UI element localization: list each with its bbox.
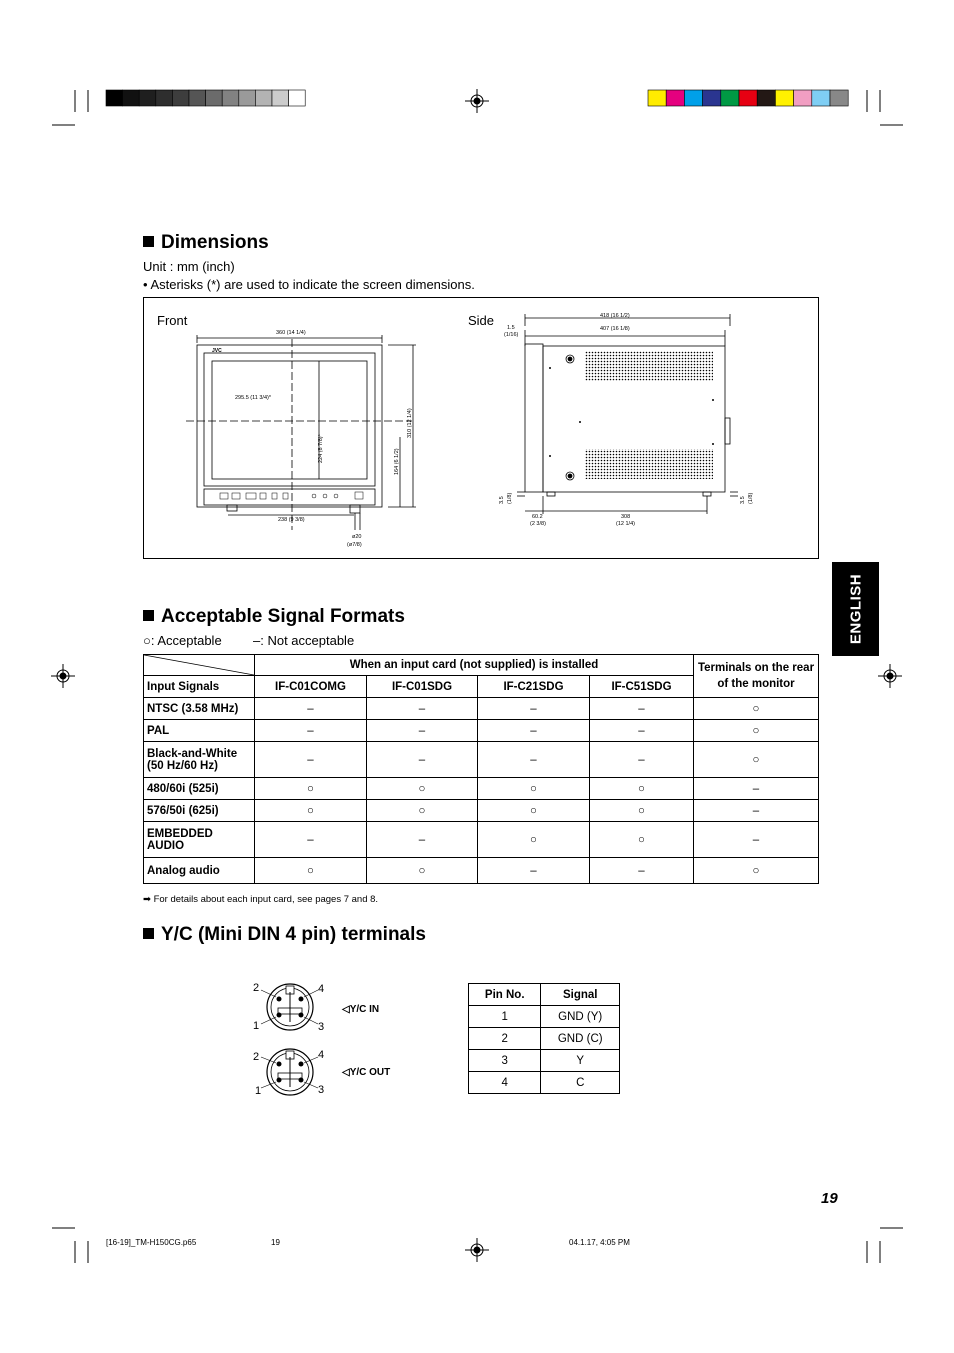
compatibility-cell: ○ xyxy=(367,778,478,800)
registration-mark-right xyxy=(878,664,902,688)
calibration-swatch xyxy=(648,90,666,106)
signal-formats-heading: Acceptable Signal Formats xyxy=(143,606,405,628)
compatibility-cell: – xyxy=(478,742,590,778)
registration-mark-left xyxy=(51,664,75,688)
calibration-swatch xyxy=(139,90,156,106)
front-height-label: 310 (12 1/4) xyxy=(407,408,413,438)
side-total-depth-label: 418 (16 1/2) xyxy=(600,313,630,319)
pin-signal-cell: C xyxy=(541,1072,620,1094)
side-label: Side xyxy=(468,313,495,328)
compatibility-cell: ○ xyxy=(590,822,694,858)
pin-signal-cell: GND (C) xyxy=(541,1028,620,1050)
compatibility-cell: ○ xyxy=(367,858,478,884)
compatibility-cell: – xyxy=(590,742,694,778)
side-depth-label: 407 (16 1/8) xyxy=(600,326,630,332)
signal-label: EMBEDDED AUDIO xyxy=(144,822,255,858)
table-row xyxy=(144,800,819,822)
signal-header: Signal xyxy=(541,984,620,1006)
compatibility-cell: – xyxy=(367,742,478,778)
compatibility-cell: ○ xyxy=(590,778,694,800)
registration-mark-bottom xyxy=(465,1238,489,1262)
pin-no-header: Pin No. xyxy=(469,984,541,1006)
compatibility-cell: – xyxy=(694,822,819,858)
right-foot-label-2: (1/8) xyxy=(748,492,754,504)
calibration-swatch xyxy=(272,90,289,106)
signal-label: Black-and-White (50 Hz/60 Hz) xyxy=(144,742,255,778)
compatibility-cell: ○ xyxy=(694,720,819,742)
calibration-swatch xyxy=(239,90,256,106)
calibration-swatch xyxy=(289,90,306,106)
table-row xyxy=(144,858,819,884)
input-card-group-header: When an input card (not supplied) is installed xyxy=(255,655,694,676)
foot-span-label-2: (12 1/4) xyxy=(616,521,635,527)
calibration-swatch xyxy=(757,90,775,106)
signal-label: Analog audio xyxy=(144,858,255,884)
calibration-swatch xyxy=(106,90,123,106)
table-row xyxy=(144,822,819,858)
calibration-swatch xyxy=(222,90,239,106)
language-tab: ENGLISH xyxy=(832,562,879,656)
pin-number-cell: 3 xyxy=(469,1050,541,1072)
table-row xyxy=(144,778,819,800)
front-offset-label-1: 60.2 xyxy=(532,514,543,520)
compatibility-cell: – xyxy=(478,720,590,742)
calibration-swatch xyxy=(123,90,140,106)
front-width-label: 360 (14 1/4) xyxy=(276,330,306,336)
signal-label: NTSC (3.58 MHz) xyxy=(144,698,255,720)
base-width-label: 238 (9 3/8) xyxy=(278,517,305,523)
table-row xyxy=(144,720,819,742)
calibration-swatch xyxy=(794,90,812,106)
compatibility-cell: ○ xyxy=(255,858,367,884)
screen-height-label: 224 (8 7/8)* xyxy=(318,434,324,463)
compatibility-cell: – xyxy=(694,778,819,800)
table-row xyxy=(469,1006,620,1028)
calibration-swatch xyxy=(830,90,848,106)
compatibility-cell: – xyxy=(478,698,590,720)
foot-span-label-1: 308 xyxy=(621,514,631,520)
pin-3-label: 3 xyxy=(318,1084,325,1096)
footer-page: 19 xyxy=(271,1238,280,1247)
footer-file: [16-19]_TM-H150CG.p65 xyxy=(106,1238,197,1247)
pin-number-cell: 1 xyxy=(469,1006,541,1028)
color-calibration-bar xyxy=(648,90,848,106)
calibration-swatch xyxy=(172,90,189,106)
compatibility-cell: – xyxy=(590,720,694,742)
compatibility-cell: – xyxy=(590,698,694,720)
pin-4-label: 4 xyxy=(318,983,325,995)
side-view-drawing xyxy=(495,306,765,531)
asterisk-note: • Asterisks (*) are used to indicate the screen dimensions. xyxy=(143,277,475,292)
compatibility-cell: – xyxy=(367,720,478,742)
calibration-swatch xyxy=(666,90,684,106)
calibration-swatch xyxy=(255,90,272,106)
pin-1-label: 1 xyxy=(255,1085,262,1097)
table-row xyxy=(144,698,819,720)
compatibility-cell: ○ xyxy=(478,822,590,858)
registration-mark-top xyxy=(465,89,489,113)
front-offset-label-2: (2 3/8) xyxy=(530,521,546,527)
footer-date: 04.1.17, 4:05 PM xyxy=(569,1238,630,1247)
pin-table xyxy=(468,983,620,1094)
pin-number-cell: 2 xyxy=(469,1028,541,1050)
calibration-swatch xyxy=(721,90,739,106)
yc-out-connector xyxy=(261,1049,318,1095)
pin-signal-cell: Y xyxy=(541,1050,620,1072)
yc-connector-diagram xyxy=(248,978,428,1103)
compatibility-cell: ○ xyxy=(255,800,367,822)
pin-2-label: 2 xyxy=(253,982,260,994)
compatibility-cell: – xyxy=(255,720,367,742)
front-brand: JVC xyxy=(212,348,222,354)
calibration-swatch xyxy=(739,90,757,106)
screen-width-label: 295.5 (11 3/4)* xyxy=(235,395,271,401)
front-view-drawing xyxy=(180,325,430,555)
yc-in-connector xyxy=(261,984,318,1030)
unit-note: Unit : mm (inch) xyxy=(143,259,235,274)
top-offset-label-2: (1/16) xyxy=(504,332,519,338)
pin-signal-cell: GND (Y) xyxy=(541,1006,620,1028)
table-row xyxy=(469,1050,620,1072)
dimensions-heading: Dimensions xyxy=(143,232,269,254)
terminals-header: Terminals on the rear of the monitor xyxy=(694,655,819,698)
signal-label: 480/60i (525i) xyxy=(144,778,255,800)
compatibility-cell: – xyxy=(694,800,819,822)
calibration-swatch xyxy=(684,90,702,106)
pin-number-cell: 4 xyxy=(469,1072,541,1094)
compatibility-cell: – xyxy=(590,858,694,884)
compatibility-cell: ○ xyxy=(255,778,367,800)
signal-label: 576/50i (625i) xyxy=(144,800,255,822)
grayscale-calibration-bar xyxy=(106,90,305,106)
compatibility-cell: ○ xyxy=(694,858,819,884)
pin-1-label: 1 xyxy=(253,1020,260,1032)
legend-acceptable: ○: Acceptable xyxy=(143,633,222,648)
page-number: 19 xyxy=(821,1190,838,1207)
card-header: IF-C51SDG xyxy=(590,676,694,698)
compatibility-cell: – xyxy=(367,822,478,858)
signal-formats-table xyxy=(143,654,819,884)
yc-in-label: ◁Y/C IN xyxy=(342,1004,380,1015)
compatibility-cell: – xyxy=(255,698,367,720)
compatibility-cell: – xyxy=(255,742,367,778)
calibration-swatch xyxy=(206,90,223,106)
compatibility-cell: ○ xyxy=(694,742,819,778)
left-foot-label-2: (1/8) xyxy=(507,492,513,504)
legend-not-acceptable: –: Not acceptable xyxy=(253,633,355,648)
compatibility-cell: ○ xyxy=(367,800,478,822)
yc-terminals-heading: Y/C (Mini DIN 4 pin) terminals xyxy=(143,924,426,946)
diagonal-header-cell xyxy=(144,655,255,676)
input-signals-header: Input Signals xyxy=(144,676,255,698)
pin-4-label: 4 xyxy=(318,1049,325,1061)
card-header: IF-C21SDG xyxy=(478,676,590,698)
front-label: Front xyxy=(157,313,188,328)
compatibility-cell: ○ xyxy=(478,800,590,822)
compatibility-cell: – xyxy=(367,698,478,720)
calibration-swatch xyxy=(189,90,206,106)
pin-3-label: 3 xyxy=(318,1021,325,1033)
compatibility-cell: ○ xyxy=(478,778,590,800)
yc-out-label: ◁Y/C OUT xyxy=(342,1067,391,1078)
front-depth-label: 164 (6 1/2) xyxy=(394,448,400,475)
table-row xyxy=(469,1072,620,1094)
table-row xyxy=(469,1028,620,1050)
calibration-swatch xyxy=(156,90,173,106)
compatibility-cell: ○ xyxy=(694,698,819,720)
pin-2-label: 2 xyxy=(253,1051,260,1063)
table-row xyxy=(144,742,819,778)
calibration-swatch xyxy=(703,90,721,106)
card-header: IF-C01COMG xyxy=(255,676,367,698)
right-foot-label-1: 3.5 xyxy=(740,496,746,504)
signal-label: PAL xyxy=(144,720,255,742)
calibration-swatch xyxy=(812,90,830,106)
foot-diameter-label-1: ø20 xyxy=(352,534,362,540)
calibration-swatch xyxy=(775,90,793,106)
compatibility-cell: ○ xyxy=(590,800,694,822)
card-header: IF-C01SDG xyxy=(367,676,478,698)
compatibility-cell: – xyxy=(255,822,367,858)
foot-diameter-label-2: (ø7/8) xyxy=(347,542,362,548)
left-foot-label-1: 3.5 xyxy=(499,496,505,504)
top-offset-label-1: 1.5 xyxy=(507,325,515,331)
input-card-footnote: ➡ For details about each input card, see pages 7 and 8. xyxy=(143,894,379,905)
compatibility-cell: – xyxy=(478,858,590,884)
